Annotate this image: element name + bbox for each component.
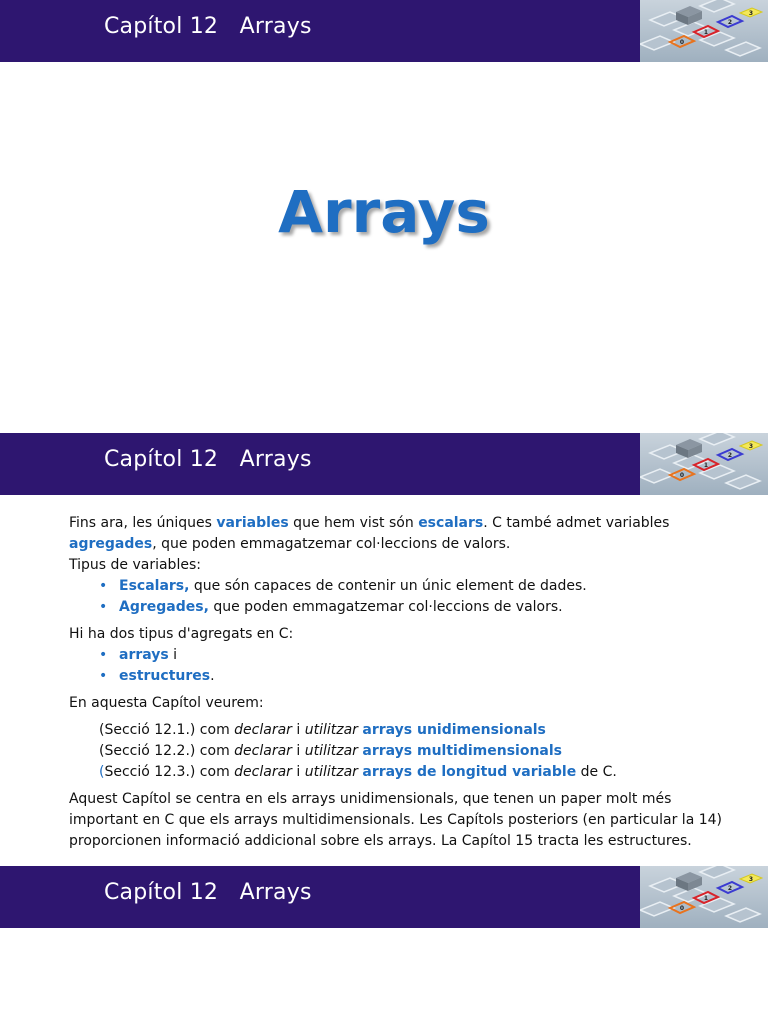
tipus-list: [69, 576, 739, 618]
slide-main-title: Arrays: [278, 178, 490, 246]
svg-text:0: 0: [679, 472, 685, 479]
svg-text:2: 2: [727, 452, 733, 459]
svg-text:2: 2: [727, 19, 733, 26]
array-grid-icon: [640, 0, 768, 62]
veurem-heading: En aquesta Capítol veurem:: [69, 695, 264, 711]
list-item: • arrays i: [99, 645, 739, 666]
agregats-heading: Hi ha dos tipus d'agregats en C:: [69, 626, 294, 642]
header-bar: [0, 433, 768, 495]
svg-text:1: 1: [703, 895, 709, 902]
intro-paragraph: Fins ara, les úniques variables que hem vist són escalars. C també admet variables agregades, que poden emmagatzemar col·leccions de valors.: [69, 515, 670, 552]
header-title: Capítol 12 Arrays: [104, 447, 312, 472]
header-bar: [0, 866, 768, 928]
svg-text:3: 3: [748, 10, 754, 17]
agregats-list: [69, 645, 739, 687]
closing-paragraph: Aquest Capítol se centra en els arrays unidimensionals, que tenen un paper molt més important en C que els arrays multidimensionals. Les Capítols posteriors (en particular la 14) proporcionen informació addicional sobre els arrays. La Capítol 15 tracta les estructures.: [69, 791, 722, 849]
slide-content: [0, 433, 768, 866]
svg-text:3: 3: [748, 443, 754, 450]
slide-title: [0, 0, 768, 432]
svg-text:1: 1: [703, 462, 709, 469]
slide-next: [0, 866, 768, 1024]
header-title: Capítol 12 Arrays: [104, 880, 312, 905]
header-bar: [0, 0, 768, 62]
array-grid-icon: [640, 866, 768, 928]
section-line: (Secció 12.3.) com declarar i utilitzar arrays de longitud variable de C.: [99, 764, 617, 780]
svg-text:2: 2: [727, 885, 733, 892]
slide-body: [69, 513, 739, 852]
cell-label: 0: [679, 39, 685, 46]
svg-text:0: 0: [679, 905, 685, 912]
tipus-heading: Tipus de variables:: [69, 557, 201, 573]
section-line: (Secció 12.1.) com declarar i utilitzar arrays unidimensionals: [99, 722, 546, 738]
list-item: • estructures.: [99, 666, 739, 687]
list-item: • Agregades, que poden emmagatzemar col·leccions de valors.: [99, 597, 739, 618]
term-escalars: escalars: [418, 515, 484, 531]
array-grid-icon: [640, 433, 768, 495]
term-variables: variables: [216, 515, 289, 531]
header-title: Capítol 12 Arrays: [104, 14, 312, 39]
svg-text:1: 1: [703, 29, 709, 36]
section-line: (Secció 12.2.) com declarar i utilitzar arrays multidimensionals: [99, 743, 563, 759]
list-item: • Escalars, que són capaces de contenir un únic element de dades.: [99, 576, 739, 597]
svg-text:3: 3: [748, 876, 754, 883]
term-agregades: agregades: [69, 536, 153, 552]
